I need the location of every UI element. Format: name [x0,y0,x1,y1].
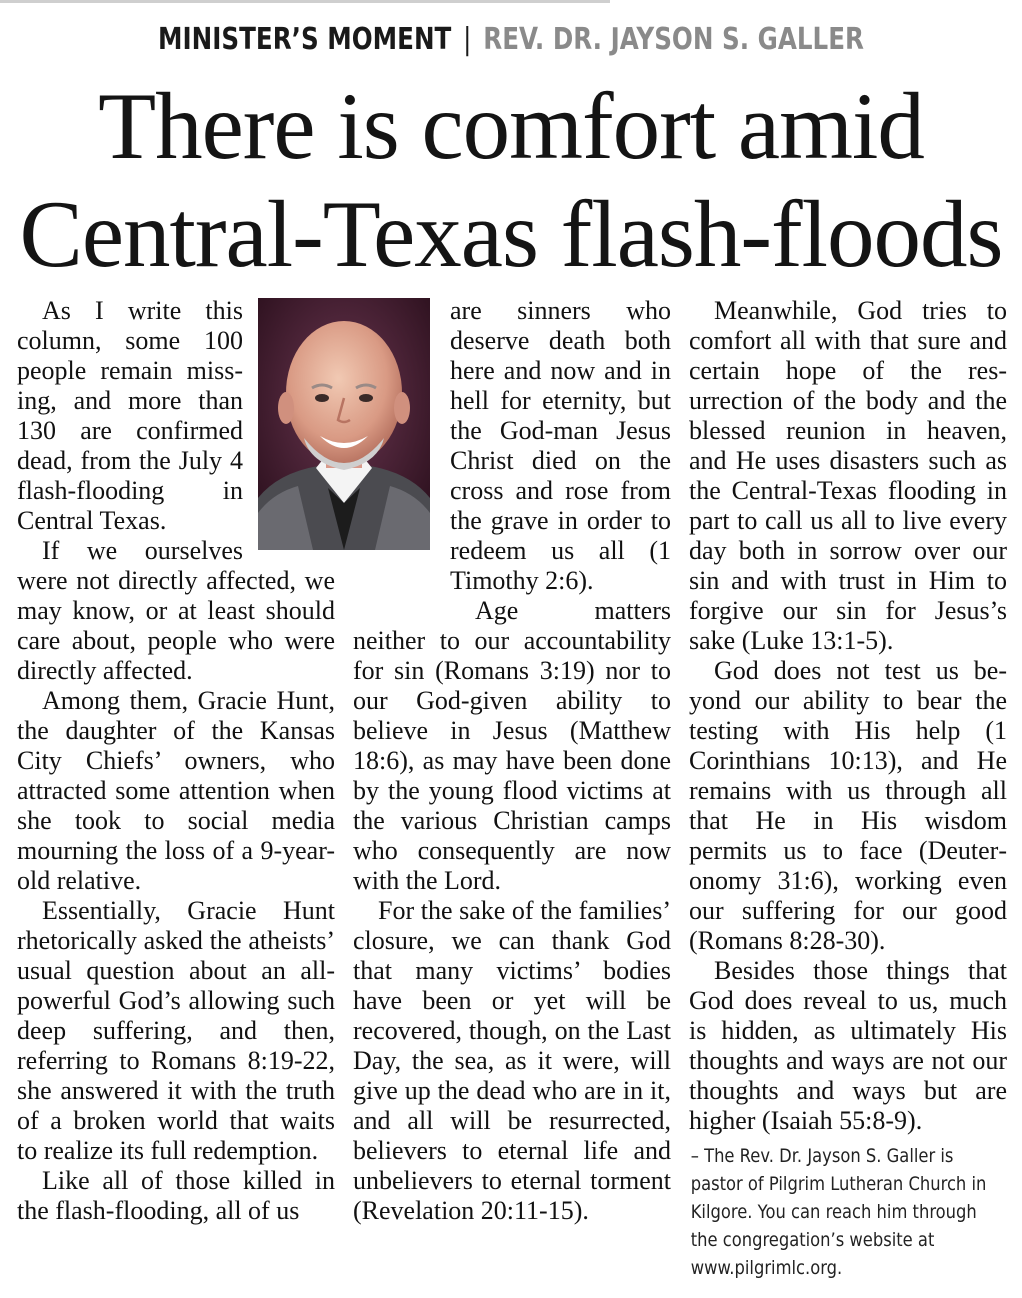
top-rule [0,0,610,3]
headline-line-2: Central-Texas flash-floods [19,181,1003,287]
paragraph: Essentially, Gracie Hunt rhetorically asked the atheists’ usual question about an all-powerful God’s allowing such deep suffering, and then, referring to Romans 8:19-22, she answered it with the truth of a broken world that waits to realize its full redemption. [17,896,335,1165]
author-bio: – The Rev. Dr. Jayson S. Galler is pastor of Pilgrim Lutheran Church in Kilgore. You can reach him through the congregation’s website at www.pilgrimlc.org. [690,1145,987,1279]
paragraph: As I write this column, some 100 people remain missing, and more than 130 are confirmed dead, from the July 4 flash-flooding in Central Texas. [17,296,243,535]
article-column-2 [353,296,671,1226]
article-column-1 [17,296,335,1226]
article-column-3 [689,296,1007,1282]
kicker-separator: | [463,22,472,57]
paragraph: If we ourselves were not directly affected, we may know, or at least should care about, people who were directly affected. [17,536,335,685]
paragraph: Besides those things that God does reveal to us, much is hidden, as ultimately His thoughts and ways are not our thoughts and ways but are higher (Isaiah 55:8-9). [689,956,1007,1135]
paragraph: Age matters neither to our accountability for sin (Romans 3:19) nor to our God-given ability to believe in Jesus (Matthew 18:6), as may have been done by the young flood victims at the various Christian camps who consequently are now with the Lord. [353,596,671,895]
paragraph: Among them, Gracie Hunt, the daughter of the Kansas City Chiefs’ owners, who attracted some attention when she took to social media mourning the loss of a 9-year-old relative. [17,686,335,895]
paragraph: God does not test us beyond our ability to bear the testing with His help (1 Corinthians 10:13), and He remains with us through all that He in His wisdom permits us to face (Deuteronomy 31:6), working even our suffering for our good (Romans 8:28-30). [689,656,1007,955]
kicker-author: REV. DR. JAYSON S. GALLER [483,22,864,57]
headline-line-1: There is comfort amid [98,73,924,179]
column-kicker [92,22,930,57]
paragraph: are sinners who deserve death both here and now and in hell for eternity, but the God-man Jesus Christ died on the cross and rose from the grave in order to redeem us all (1 Timothy 2:6). [450,296,671,595]
kicker-label: MINISTER’S MOMENT [158,22,452,57]
headline [0,72,1022,288]
paragraph: For the sake of the families’ closure, we can thank God that many victims’ bodies have been or yet will be recovered, though, on the Last Day, the sea, as it were, will give up the dead who are in it, and all will be resurrected, believers to eternal life and unbelievers to eternal torment (Revelation 20:11-15). [353,896,671,1225]
paragraph: Like all of those killed in the flash-flooding, all of us [17,1166,335,1225]
paragraph: Meanwhile, God tries to comfort all with that sure and certain hope of the resurrection of the body and the blessed reunion in heaven, and He uses disasters such as the Central-Texas flooding in part to call us all to live every day both in sorrow over our sin and with trust in Him to forgive our sin for Jesus’s sake (Luke 13:1-5). [689,296,1007,655]
